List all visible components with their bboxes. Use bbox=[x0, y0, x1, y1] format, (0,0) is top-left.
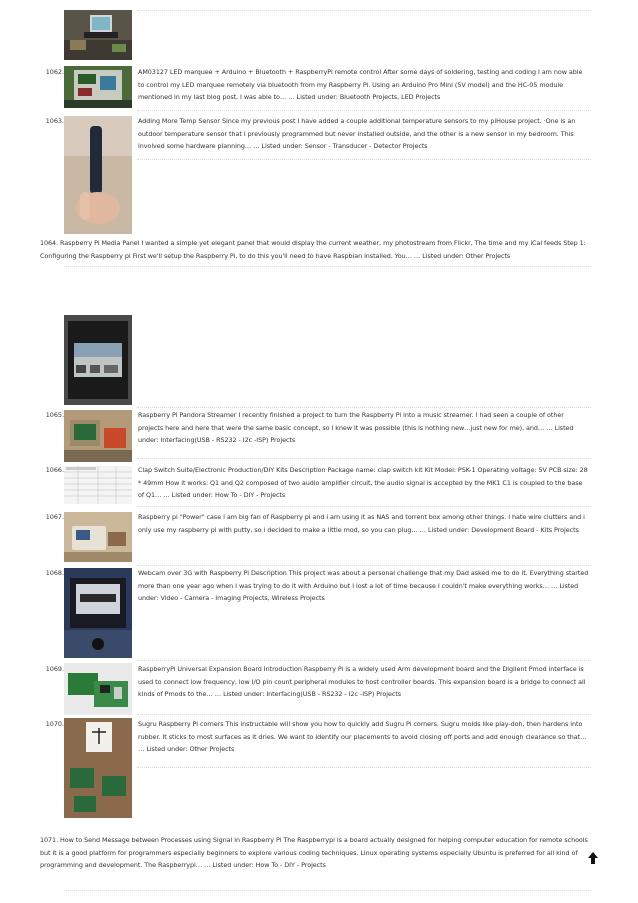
entry-description: Webcam over 3G with Raspberry Pi Description This project was about a personal challenge that my Dad asked me to do it. Everything started more than one year ago when I was trying to do it with Arduino but I lost a lot of time because I couldn't make everything works… … Listed under: Video - Camera - Imaging Projects, Wireless Projects bbox=[138, 569, 589, 602]
entry-text: How to Send Message between Processes using Signal in Raspberry Pi The Raspberrypi is a board actually designed for helping computer education for remote schools but it is a good platform for programmers especially beginners to explore various coding techniques. Linux operating systems especially Ubuntu is preferred for all kind of programming and development. The Raspberrypi… … Listed under: How To - DIY - Projects bbox=[40, 836, 588, 869]
entry-number: 1065. bbox=[45, 411, 64, 419]
entry-description: Clap Switch Suite/Electronic Production/DIY Kits Description Package name: clap switch kit Kit Model: PSK-1 Operating voltage: 5V PCB size: 28 * 49mm How it works: Q1 and Q2 composed of two audio amplifier circuit, the audio signal is accepted by the MK1 C1 is coupled to the base of Q1… … Listed under: How To - DIY - Projects bbox=[138, 466, 588, 499]
separator bbox=[137, 407, 591, 408]
scroll-to-top-button[interactable] bbox=[588, 849, 598, 861]
entry-thumbnail[interactable] bbox=[64, 718, 132, 818]
entry-text: Raspberry Pi Media Panel I wanted a simple yet elegant panel that would display the current weather, my photostream from Flickr, The time and my iCal feeds Step 1: Configuring the Raspberry pi First we'll setup the Raspberry Pi, to do this you'll need to have Raspbian installed. You… … Listed under: Other Projects bbox=[40, 239, 586, 260]
separator bbox=[137, 565, 591, 566]
entry-description bbox=[40, 237, 592, 262]
entry-number: 1069. bbox=[45, 665, 64, 673]
separator bbox=[137, 506, 591, 507]
separator bbox=[137, 110, 591, 111]
separator bbox=[137, 714, 591, 715]
entry-thumbnail[interactable] bbox=[64, 568, 132, 658]
webcam-3g-photo bbox=[64, 568, 132, 658]
entry-number: 1067. bbox=[45, 513, 64, 521]
entry-thumbnail[interactable] bbox=[64, 66, 132, 108]
separator bbox=[137, 10, 591, 11]
entry-description: Sugru Raspberry Pi corners This instructable will show you how to quickly add Sugru Pi corners. Sugru molds like play-doh, then hardens into rubber. It sticks to most surfaces as it dries. We want to identify our placements to avoid closing off ports and add enough clearance so that… … Listed under: Other Projects bbox=[138, 720, 587, 753]
temp-sensor-photo bbox=[64, 116, 132, 234]
entry-thumbnail[interactable] bbox=[64, 663, 132, 715]
entry-description: Raspberry Pi Pandora Streamer I recently finished a project to turn the Raspberry Pi into a music streamer. I had seen a couple of other projects here and here that were the same basic concept, so I knew it was possible (this is nothing new…just new for me), and… … Listed under: Interfacing(USB - RS232 - I2c -ISP) Projects bbox=[138, 411, 574, 444]
arrow-up-icon bbox=[588, 852, 598, 864]
separator bbox=[64, 266, 591, 267]
separator bbox=[137, 660, 591, 661]
pandora-streamer-photo bbox=[64, 410, 132, 462]
entry-number: 1068. bbox=[45, 569, 64, 577]
sugru-corners-photo bbox=[64, 718, 132, 818]
entry-description: Raspberry pi "Power" case I am big fan of Raspberry pi and i am using it as NAS and torrent box among other things. I hate wire clutters and i only use my raspberry pi with putty, so i decided to make a little mod, so you can plug… … Listed under: Development Board - Kits Projects bbox=[138, 513, 585, 534]
entry-thumbnail[interactable] bbox=[64, 10, 132, 60]
entry-thumbnail[interactable] bbox=[64, 116, 132, 234]
power-case-photo bbox=[64, 512, 132, 562]
entry-number: 1064. bbox=[40, 239, 59, 247]
led-marquee-photo bbox=[64, 66, 132, 108]
entry-description bbox=[40, 834, 592, 872]
entry-thumbnail[interactable] bbox=[64, 410, 132, 462]
entry-description: RaspberryPi Universal Expansion Board Introduction Raspberry Pi is a widely used Arm development board and the Digilent Pmod interface is used to connect low frequency, low I/O pin count peripheral modules to host controller boards. This expansion board is a bridge to connect all kinds of Pmods to the… … Listed under: Interfacing(USB - RS232 - I2c -ISP) Projects bbox=[138, 665, 586, 698]
entry-description: AM03127 LED marquee + Arduino + Bluetooth + RaspberryPi remote control After some days of soldering, testing and coding I am now able to control my LED marquee remotely via bluetooth from my Raspberry Pi. Using an Arduino Pro Mini (5V model) and the HC-05 module mentioned in my last blog post, I was able to… … Listed under: Bluetooth Projects, LED Projects bbox=[138, 68, 583, 101]
media-panel-photo bbox=[64, 315, 132, 405]
entry-thumbnail[interactable] bbox=[64, 466, 132, 504]
entry-number: 1071. bbox=[40, 836, 59, 844]
entry-thumbnail[interactable] bbox=[64, 315, 132, 405]
separator bbox=[137, 159, 591, 160]
laptop-photo bbox=[64, 10, 132, 60]
entry-number: 1063. bbox=[45, 117, 64, 125]
entry-number: 1066. bbox=[45, 466, 64, 474]
entry-thumbnail[interactable] bbox=[64, 512, 132, 562]
separator bbox=[64, 890, 591, 891]
entry-number: 1070. bbox=[45, 720, 64, 728]
separator bbox=[137, 767, 591, 768]
entry-number: 1062. bbox=[45, 68, 64, 76]
expansion-board-photo bbox=[64, 663, 132, 715]
clap-switch-table-image bbox=[64, 466, 132, 504]
entry-description: Adding More Temp Sensor Since my previous post I have added a couple additional temperature sensors to my piHouse project. ·One is an outdoor temperature sensor that I previously programmed but never installed outside, and the other is a new sensor in my bedroom. This involved some hardware planning… … Listed under: Sensor - Transducer - Detector Projects bbox=[138, 117, 576, 150]
separator bbox=[137, 458, 591, 459]
